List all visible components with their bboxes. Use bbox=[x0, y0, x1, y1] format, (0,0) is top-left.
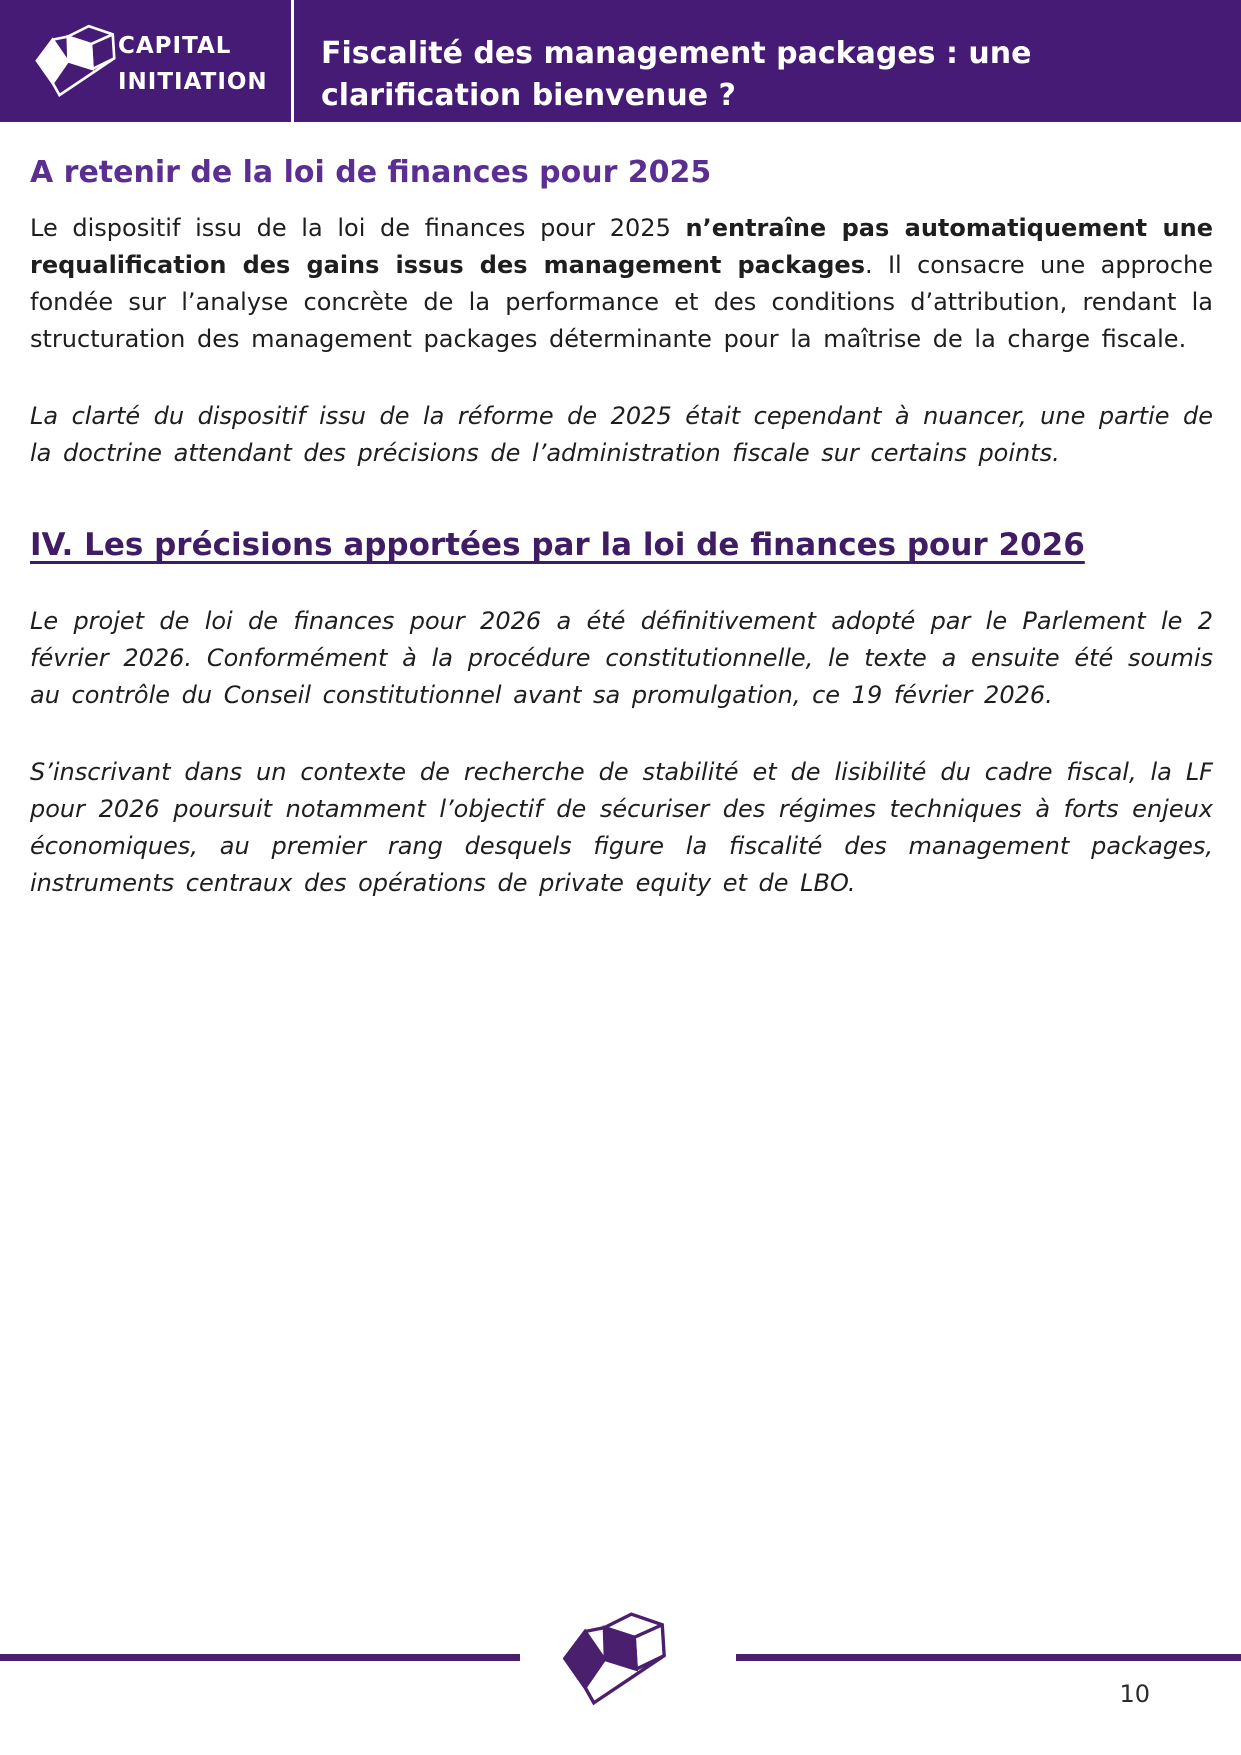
page-number: 10 bbox=[1119, 1680, 1150, 1708]
paragraph-clarte-dispositif: La clarté du dispositif issu de la réforme de 2025 était cependant à nuancer, une partie de la doctrine attendant des précisions de l’administration fiscale sur certains points. bbox=[30, 402, 1213, 467]
paragraph-projet-loi-2026: Le projet de loi de finances pour 2026 a été définitivement adopté par le Parlement le 2 février 2026. Conformément à la procédure constitutionnelle, le texte a ensuite été soumis au contrôle du Conseil constitutionnel avant sa promulgation, ce 19 février 2026. bbox=[30, 607, 1213, 709]
brand-line-2: INITIATION bbox=[118, 69, 268, 95]
footer-rule-left bbox=[0, 1654, 520, 1661]
section-heading-iv-precisions: IV. Les précisions apportées par la loi de finances pour 2026 bbox=[30, 527, 1085, 563]
footer-rule-right bbox=[736, 1654, 1241, 1661]
paragraph-contexte-stabilite: S’inscrivant dans un contexte de recherche de stabilité et de lisibilité du cadre fiscal, la LF pour 2026 poursuit notamment l’objectif de sécuriser des régimes techniques à forts enjeux économiques, au premier rang desquels figure la fiscalité des management packages, instruments centraux des opérations de private equity et de LBO. bbox=[30, 758, 1213, 897]
document-title: Fiscalité des management packages : une clarification bienvenue ? bbox=[321, 36, 1032, 114]
page-header bbox=[0, 0, 1241, 122]
capital-initiation-cube-logo-icon bbox=[34, 18, 118, 104]
brand-line-1: CAPITAL bbox=[118, 33, 232, 59]
document-body bbox=[30, 122, 1213, 942]
paragraph-loi-2025: Le dispositif issu de la loi de finances pour 2025 n’entraîne pas automatiquement une requalification des gains issus des management packages. Il consacre une approche fondée sur l’analyse concrète de la performance et des conditions d’attribution, rendant la structuration des management packages déterminante pour la maîtrise de la charge fiscale. bbox=[30, 214, 1214, 353]
brand-name bbox=[118, 28, 268, 100]
footer-cube-logo-icon bbox=[561, 1610, 669, 1708]
section-heading-a-retenir: A retenir de la loi de finances pour 2025 bbox=[30, 155, 712, 190]
header-vertical-divider bbox=[291, 0, 294, 122]
